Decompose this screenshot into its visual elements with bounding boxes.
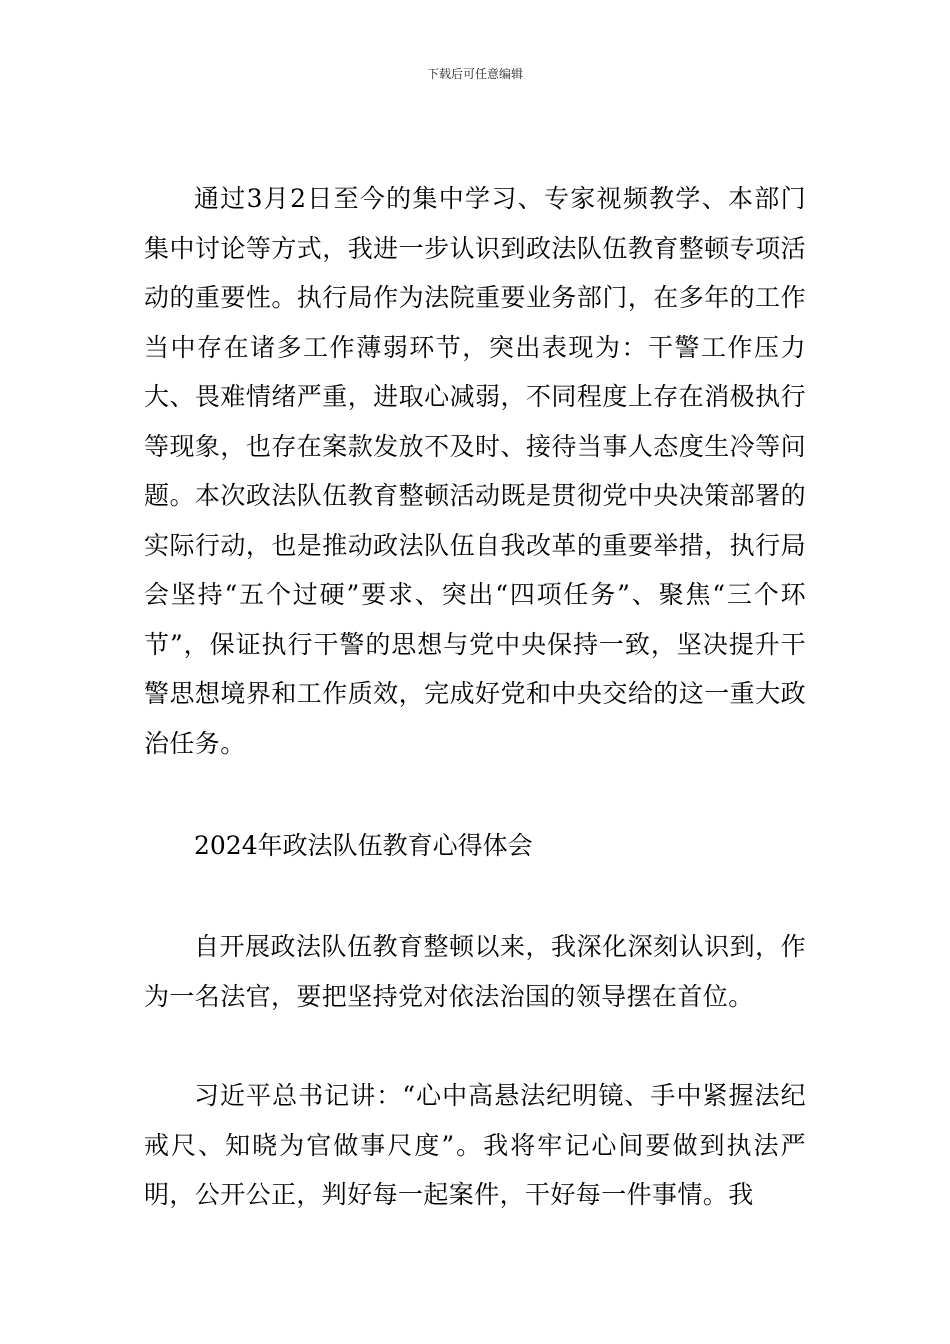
header-note: 下载后可任意编辑: [426, 67, 523, 81]
section-heading: 2024年政法队伍教育心得体会: [194, 831, 533, 860]
paragraph-1: 通过3月2日至今的集中学习、专家视频教学、本部门集中讨论等方式，我进一步认识到政法队伍教育整顿专项活动的重要性。执行局作为法院重要业务部门，在多年的工作当中存在诸多工作薄弱环节，突出表现为：干警工作压力大、畏难情绪严重，进取心减弱，不同程度上存在消极执行等现象，也存在案款发放不及时、接待当事人态度生冷等问题。本次政法队伍教育整顿活动既是贯彻党中央决策部署的实际行动，也是推动政法队伍自我改革的重要举措，执行局会坚持“五个过硬”要求、突出“四项任务”、聚焦“三个环节”，保证执行干警的思想与党中央保持一致，坚决提升干警思想境界和工作质效，完成好党和中央交给的这一重大政治任务。: [144, 184, 806, 758]
paragraph-3: 习近平总书记讲：“心中高悬法纪明镜、手中紧握法纪戒尺、知晓为官做事尺度”。我将牢记心间要做到执法严明，公开公正，判好每一起案件，干好每一件事情。我: [144, 1081, 806, 1209]
paragraph-2: 自开展政法队伍教育整顿以来，我深化深刻认识到，作为一名法官，要把坚持党对依法治国的领导摆在首位。: [144, 932, 806, 1011]
